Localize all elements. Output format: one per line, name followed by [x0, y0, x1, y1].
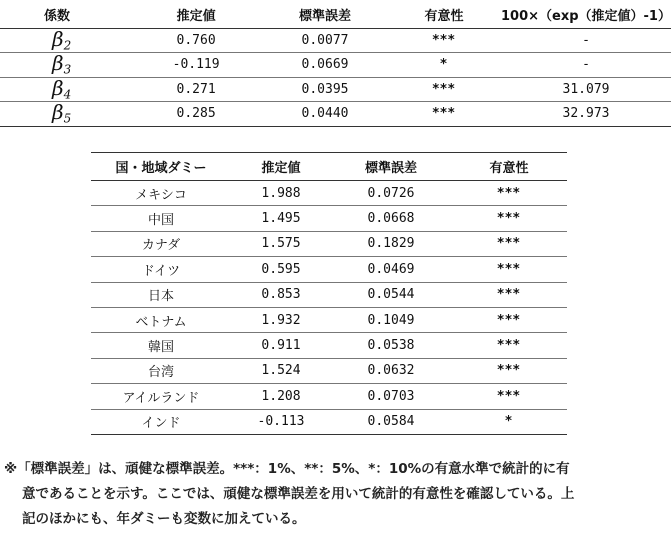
- estimate-cell: 1.524: [231, 358, 331, 383]
- country-cell: ドイツ: [91, 257, 231, 282]
- transformed-cell: 32.973: [501, 102, 671, 127]
- standard-error-cell: 0.1049: [331, 307, 451, 332]
- table-row: [0, 28, 671, 53]
- standard-error-cell: 0.0077: [263, 28, 387, 53]
- standard-error-cell: 0.0584: [331, 409, 451, 434]
- standard-error-cell: 0.0726: [331, 181, 451, 206]
- country-cell: インド: [91, 409, 231, 434]
- significance-cell: ***: [387, 77, 501, 102]
- significance-cell: ***: [451, 257, 567, 282]
- table-row: [0, 102, 671, 127]
- standard-error-cell: 0.0668: [331, 206, 451, 231]
- standard-error-cell: 0.0538: [331, 333, 451, 358]
- country-cell: アイルランド: [91, 384, 231, 409]
- coefficient-cell: [0, 53, 129, 78]
- estimate-cell: 1.988: [231, 181, 331, 206]
- table-row: [0, 53, 671, 78]
- table-row: [91, 307, 567, 332]
- estimate-cell: 1.575: [231, 231, 331, 256]
- coefficient-cell: [0, 102, 129, 127]
- header-coefficient: 係数: [0, 2, 129, 28]
- coefficient-table: [0, 2, 671, 127]
- table-row: [91, 282, 567, 307]
- country-cell: メキシコ: [91, 181, 231, 206]
- transformed-cell: -: [501, 53, 671, 78]
- transformed-cell: -: [501, 28, 671, 53]
- standard-error-cell: 0.0669: [263, 53, 387, 78]
- table-row: [91, 257, 567, 282]
- table-row: [0, 77, 671, 102]
- estimate-cell: 0.285: [129, 102, 263, 127]
- significance-cell: ***: [451, 358, 567, 383]
- country-cell: 台湾: [91, 358, 231, 383]
- significance-cell: ***: [387, 28, 501, 53]
- footnote-line: 記のほかにも、年ダミーも変数に加えている。: [22, 511, 306, 527]
- table-row: [91, 181, 567, 206]
- table-row: [91, 384, 567, 409]
- standard-error-cell: 0.0469: [331, 257, 451, 282]
- standard-error-cell: 0.0544: [331, 282, 451, 307]
- header-significance: 有意性: [387, 2, 501, 28]
- estimate-cell: -0.113: [231, 409, 331, 434]
- coefficient-table-header: [0, 2, 671, 28]
- standard-error-cell: 0.0440: [263, 102, 387, 127]
- estimate-cell: 0.911: [231, 333, 331, 358]
- country-cell: カナダ: [91, 231, 231, 256]
- estimate-cell: 0.760: [129, 28, 263, 53]
- significance-cell: ***: [451, 181, 567, 206]
- country-table-header: [91, 153, 567, 181]
- coefficient-cell: [0, 77, 129, 102]
- significance-cell: *: [451, 409, 567, 434]
- table-row: [91, 358, 567, 383]
- country-cell: ベトナム: [91, 307, 231, 332]
- estimate-cell: 0.595: [231, 257, 331, 282]
- table-row: [91, 231, 567, 256]
- header-standard-error: 標準誤差: [331, 153, 451, 181]
- header-significance: 有意性: [451, 153, 567, 181]
- standard-error-cell: 0.1829: [331, 231, 451, 256]
- coefficient-cell: [0, 28, 129, 53]
- country-cell: 中国: [91, 206, 231, 231]
- country-dummy-table: [91, 152, 567, 435]
- header-estimate: 推定値: [129, 2, 263, 28]
- standard-error-cell: 0.0632: [331, 358, 451, 383]
- footnote-line: ※「標準誤差」は、頑健な標準誤差。***：1%、**：5%、*：10%の有意水準で統計的に有: [4, 461, 570, 477]
- estimate-cell: 1.932: [231, 307, 331, 332]
- significance-cell: ***: [451, 282, 567, 307]
- estimate-cell: -0.119: [129, 53, 263, 78]
- beta-symbol: β: [52, 100, 64, 125]
- significance-cell: *: [387, 53, 501, 78]
- significance-cell: ***: [451, 307, 567, 332]
- significance-cell: ***: [451, 231, 567, 256]
- header-transformed: 100×（exp（推定値）-1）: [501, 2, 671, 28]
- table-row: [91, 409, 567, 434]
- footnote-line: 意であることを示す。ここでは、頑健な標準誤差を用いて統計的有意性を確認している。上: [22, 486, 575, 502]
- beta-subscript: 5: [63, 112, 72, 127]
- country-cell: 韓国: [91, 333, 231, 358]
- table-row: [91, 206, 567, 231]
- beta-symbol: β: [52, 75, 64, 100]
- beta-symbol: β: [52, 26, 64, 51]
- estimate-cell: 1.208: [231, 384, 331, 409]
- standard-error-cell: 0.0703: [331, 384, 451, 409]
- transformed-cell: 31.079: [501, 77, 671, 102]
- significance-cell: ***: [451, 333, 567, 358]
- country-cell: 日本: [91, 282, 231, 307]
- header-estimate: 推定値: [231, 153, 331, 181]
- beta-subscript: 2: [63, 38, 72, 53]
- beta-symbol: β: [52, 51, 64, 76]
- footnote: [4, 457, 668, 532]
- estimate-cell: 1.495: [231, 206, 331, 231]
- beta-subscript: 4: [63, 87, 72, 102]
- significance-cell: ***: [451, 384, 567, 409]
- header-standard-error: 標準誤差: [263, 2, 387, 28]
- significance-cell: ***: [451, 206, 567, 231]
- estimate-cell: 0.853: [231, 282, 331, 307]
- beta-subscript: 3: [63, 63, 72, 78]
- estimate-cell: 0.271: [129, 77, 263, 102]
- standard-error-cell: 0.0395: [263, 77, 387, 102]
- header-country-dummy: 国・地域ダミー: [91, 153, 231, 181]
- significance-cell: ***: [387, 102, 501, 127]
- table-row: [91, 333, 567, 358]
